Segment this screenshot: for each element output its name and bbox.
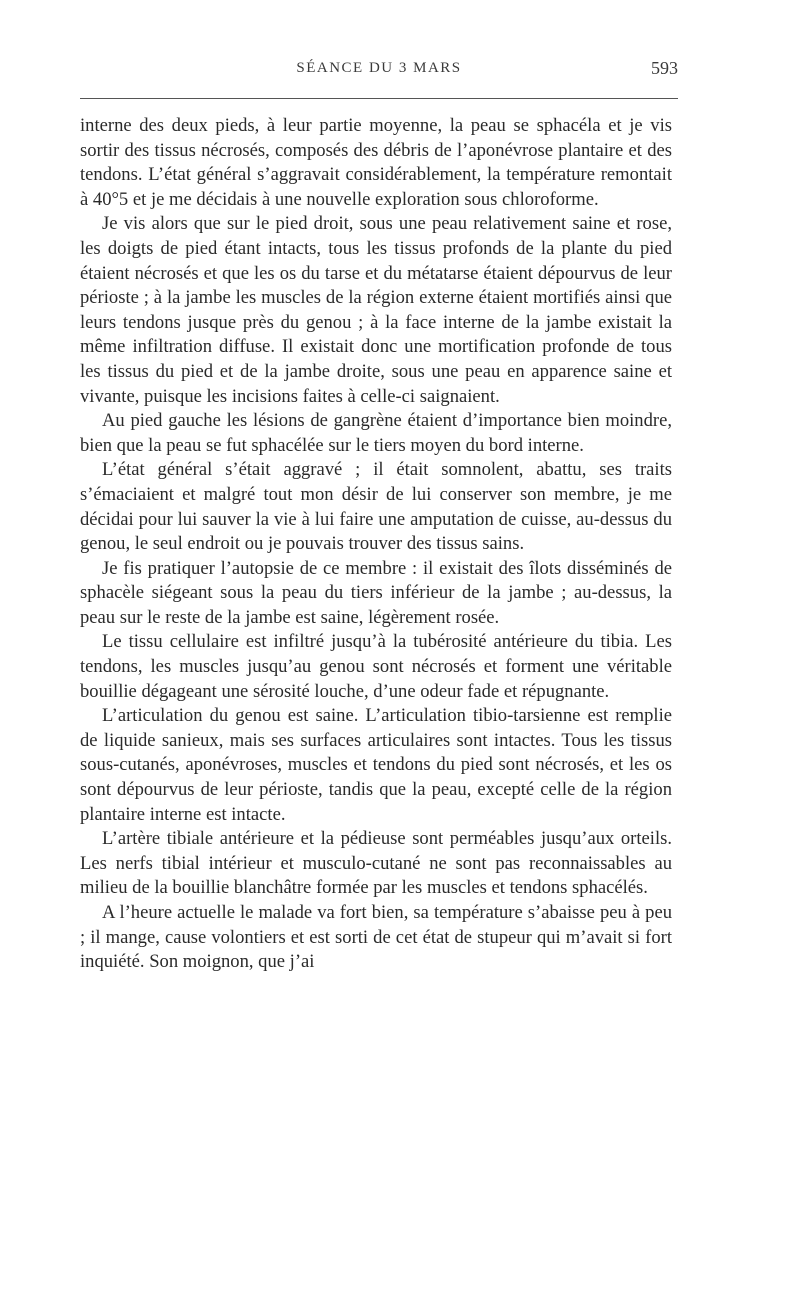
paragraph-6: Le tissu cellulaire est infiltré jusqu’à la tubérosité antérieure du tibia. Les tendons, les muscles jusqu’au genou sont nécrosés et forment une véritable bouillie dégageant une sérosité louche, d’une odeur fade et répugnante. [80,631,672,702]
paragraph-3: Au pied gauche les lésions de gangrène étaient d’importance bien moindre, bien que la peau se fut sphacélée sur le tiers moyen du bord interne. [80,410,672,456]
running-title: SÉANCE DU 3 MARS [296,60,462,76]
paragraph-7: L’articulation du genou est saine. L’articulation tibio-tarsienne est remplie de liquide sanieux, mais ses surfaces articulaires sont intactes. Tous les tissus sous-cutanés, aponévroses, muscles et tendons du pied sont nécrosés, et les os sont dépourvus de leur périoste, tandis que la peau, excepté celle de la région plantaire interne est intacte. [80,705,672,825]
paragraph-4: L’état général s’était aggravé ; il était somnolent, abattu, ses traits s’émaciaient et malgré tout mon désir de lui conserver son membre, je me décidai pour lui sauver la vie à lui faire une amputation de cuisse, au-dessus du genou, le seul endroit ou je pouvais trouver des tissus sains. [80,459,672,555]
header-rule [80,98,678,99]
page-header [80,58,678,86]
paragraph-5: Je fis pratiquer l’autopsie de ce membre : il existait des îlots disséminés de sphacèle siégeant sous la peau du tiers inférieur de la jambe ; au-dessus, la peau sur le reste de la jambe est saine, légèrement rosée. [80,557,672,628]
paragraph-9: A l’heure actuelle le malade va fort bien, sa température s’abaisse peu à peu ; il mange, cause volontiers et est sorti de cet état de stupeur qui m’avait si fort inquiété. Son moignon, que j’ai [80,902,672,973]
page-number: 593 [651,58,678,78]
body-text [80,114,672,975]
paragraph-8: L’artère tibiale antérieure et la pédieuse sont perméables jusqu’aux orteils. Les nerfs tibial intérieur et musculo-cutané ne sont pas reconnaissables au milieu de la bouillie blanchâtre formée par les muscles et tendons sphacélés. [80,828,672,899]
paragraph-1: interne des deux pieds, à leur partie moyenne, la peau se sphacéla et je vis sortir des tissus nécrosés, composés des débris de l’aponévrose plantaire et des tendons. L’état général s’aggravait considérablement, la température remontait à 40°5 et je me décidais à une nouvelle exploration sous chloroforme. [80,115,672,210]
paragraph-2: Je vis alors que sur le pied droit, sous une peau relativement saine et rose, les doigts de pied étant intacts, tous les tissus profonds de la plante du pied étaient nécrosés et que les os du tarse et du métatarse étaient dépourvus de leur périoste ; à la jambe les muscles de la région externe étaient mortifiés ainsi que leurs tendons jusque près du genou ; à la face interne de la jambe existait la même infiltration diffuse. Il existait donc une mortification profonde de tous les tissus du pied et de la jambe droite, sous une peau en apparence saine et vivante, puisque les incisions faites à celle-ci saignaient. [80,213,672,407]
